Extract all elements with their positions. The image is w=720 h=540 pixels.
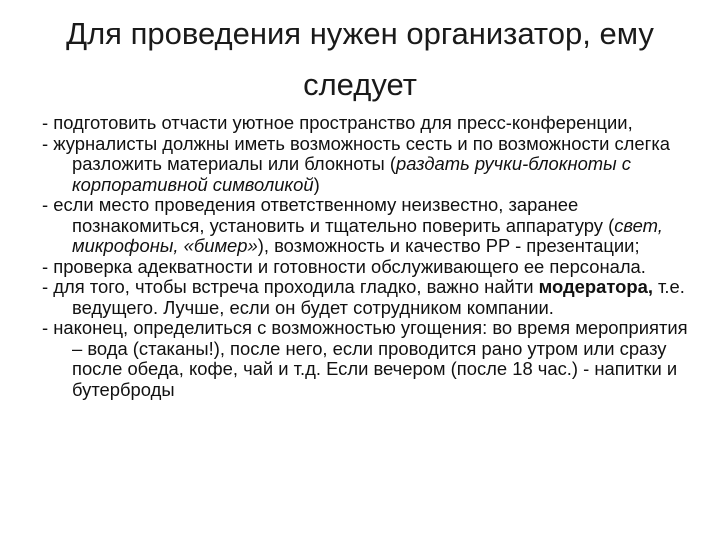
- text-run: - проверка адекватности и готовности обслуживающего ее персонала.: [42, 255, 646, 277]
- text-run: - наконец, определиться с возможностью угощения: во время мероприятия – вода (стаканы!), после него, если проводится рано утром или сразу после обеда, кофе, чай и т.д. Если вечером (после 18 час.) - напитки и бутерброды: [42, 317, 688, 400]
- italic-text-run: свет, микрофоны, «бимер»: [72, 214, 663, 256]
- bullet-item: [42, 277, 692, 318]
- text-run: ), возможность и качество PP - презентации;: [257, 235, 640, 256]
- text-run: т.е. ведущего. Лучше, если он будет сотрудником компании.: [72, 276, 685, 318]
- text-run: - если место проведения ответственному неизвестно, заранее познакомиться, установить и тщательно поверить аппаратуру (: [42, 194, 615, 236]
- bold-text-run: модератора,: [538, 276, 653, 297]
- text-run: - журналисты должны иметь возможность сесть и по возможности слегка разложить материалы или блокноты (: [42, 132, 671, 174]
- slide-title: Для проведения нужен организатор, ему следует: [66, 16, 654, 102]
- bullet-item: [42, 134, 692, 196]
- italic-text-run: раздать ручки-блокноты с корпоративной символикой: [72, 153, 631, 195]
- text-run: - подготовить отчасти уютное пространство для пресс-конференции,: [42, 112, 633, 133]
- bullet-item: [42, 318, 692, 400]
- text-run: ): [313, 173, 320, 195]
- bullet-item: [42, 257, 692, 278]
- bullet-item: [42, 195, 692, 257]
- bullet-item: [42, 113, 692, 134]
- bullet-list: [42, 113, 692, 400]
- text-run: - для того, чтобы встреча проходила гладко, важно найти: [42, 276, 539, 297]
